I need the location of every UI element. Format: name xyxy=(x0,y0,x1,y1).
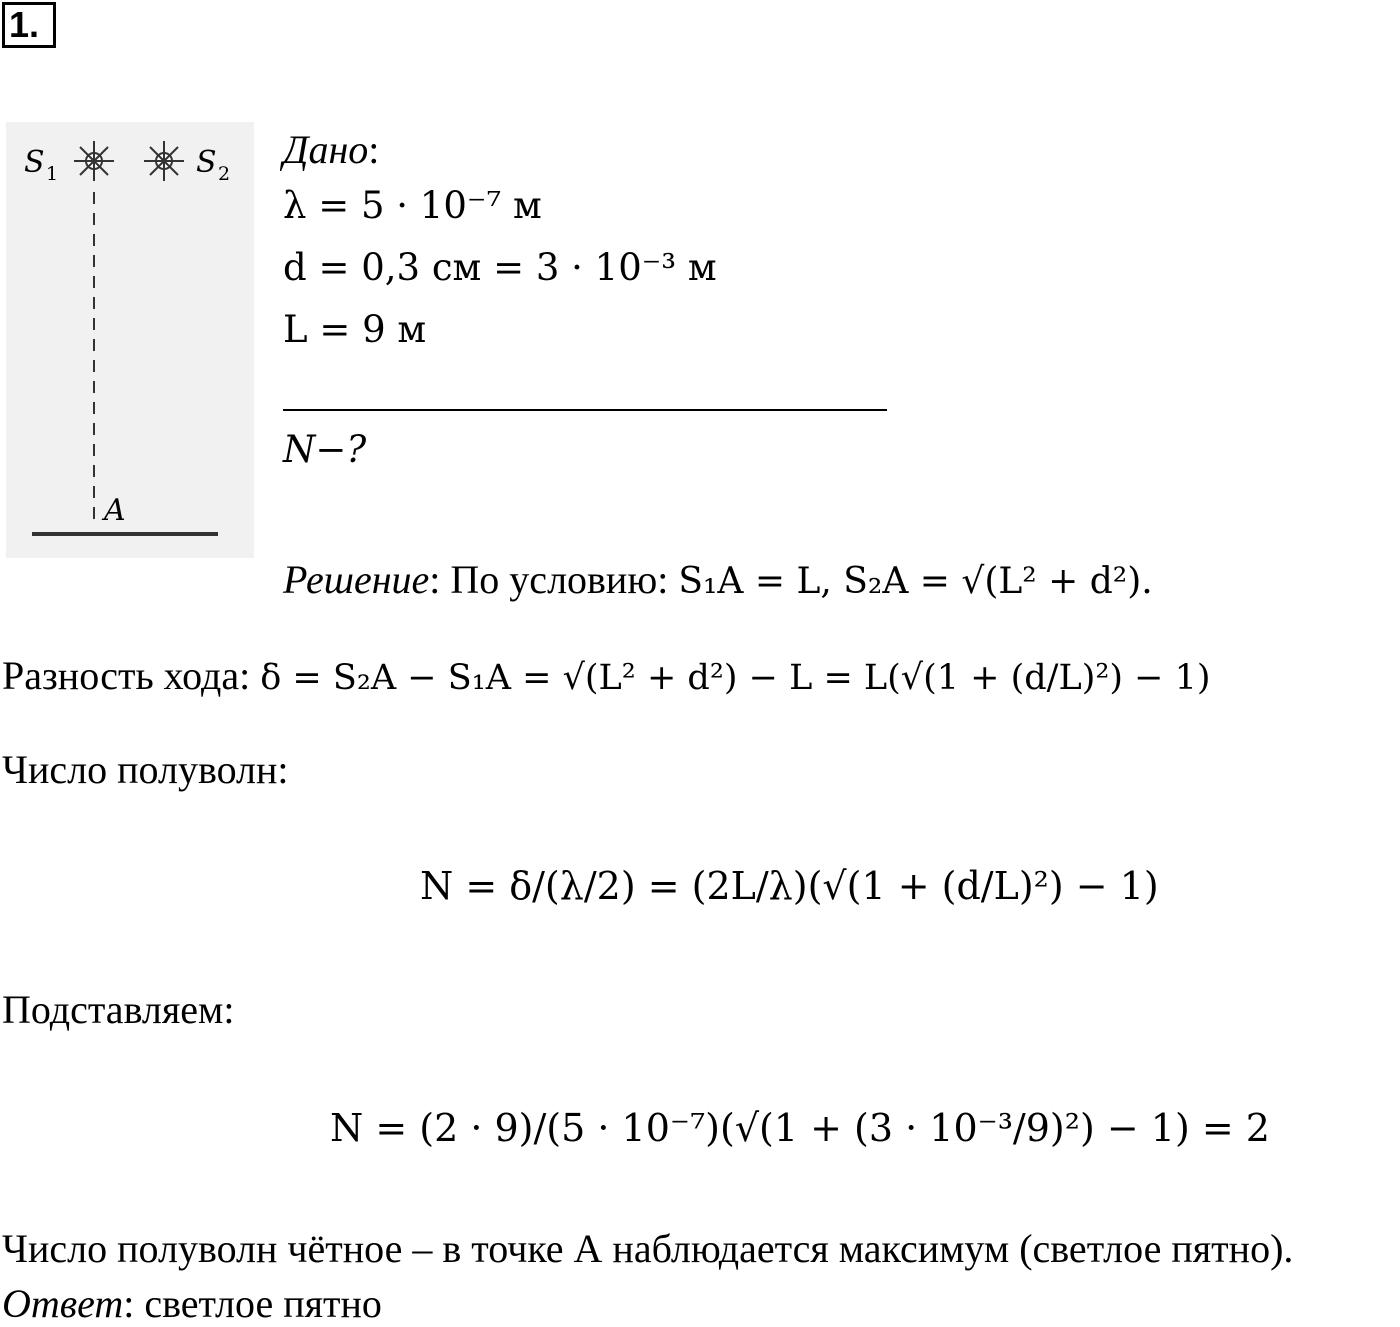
given-d: d = 0,3 см = 3 · 10⁻³ м xyxy=(283,246,717,289)
half-waves-label: Число полуволн: xyxy=(2,747,289,792)
solution-condition: S₁A = L, S₂A = √(L² + d²). xyxy=(678,561,1153,602)
source2-label: S xyxy=(196,145,217,180)
path-diff-row xyxy=(2,652,1211,699)
given-divider xyxy=(283,409,887,411)
diagram-svg xyxy=(6,122,254,558)
given-l: L = 9 м xyxy=(283,308,427,351)
substitute-label: Подставляем: xyxy=(2,987,235,1032)
source2-star-icon xyxy=(144,141,184,181)
point-a-label: A xyxy=(104,493,126,528)
answer-row: Ответ: светлое пятно xyxy=(2,1281,382,1326)
path-diff-formula: δ = S₂A − S₁A = √(L² + d²) − L = L(√(1 + (d/L)²) − 1) xyxy=(260,658,1211,698)
source1-subscript: 1 xyxy=(46,163,59,185)
conclusion-text: Число полуволн чётное – в точке А наблюдается максимум (светлое пятно). xyxy=(2,1226,1294,1271)
solution-row: Решение: По условию: S₁A = L, S₂A = √(L² + d²). xyxy=(283,557,1153,602)
find-unknown: N−? xyxy=(283,428,367,471)
source1-label: S xyxy=(24,145,45,180)
solution-intro: По условию: xyxy=(450,557,669,602)
given-heading: Дано xyxy=(283,127,369,172)
diagram-sources xyxy=(6,122,254,558)
substitute-formula: N = (2 · 9)/(5 · 10⁻⁷)(√(1 + (3 · 10⁻³/9)²) − 1) = 2 xyxy=(330,1106,1270,1150)
given-heading-row: Дано: xyxy=(283,127,380,172)
answer-heading: Ответ xyxy=(2,1281,124,1326)
path-diff-label: Разность хода: xyxy=(2,653,251,698)
answer-text: светлое пятно xyxy=(144,1281,382,1326)
source1-star-icon xyxy=(74,141,114,181)
solution-heading: Решение xyxy=(283,557,430,602)
problem-number: 1. xyxy=(2,2,56,48)
given-lambda: λ = 5 · 10⁻⁷ м xyxy=(283,184,542,227)
half-waves-formula: N = δ/(λ/2) = (2L/λ)(√(1 + (d/L)²) − 1) xyxy=(420,864,1159,908)
source2-subscript: 2 xyxy=(218,163,231,185)
